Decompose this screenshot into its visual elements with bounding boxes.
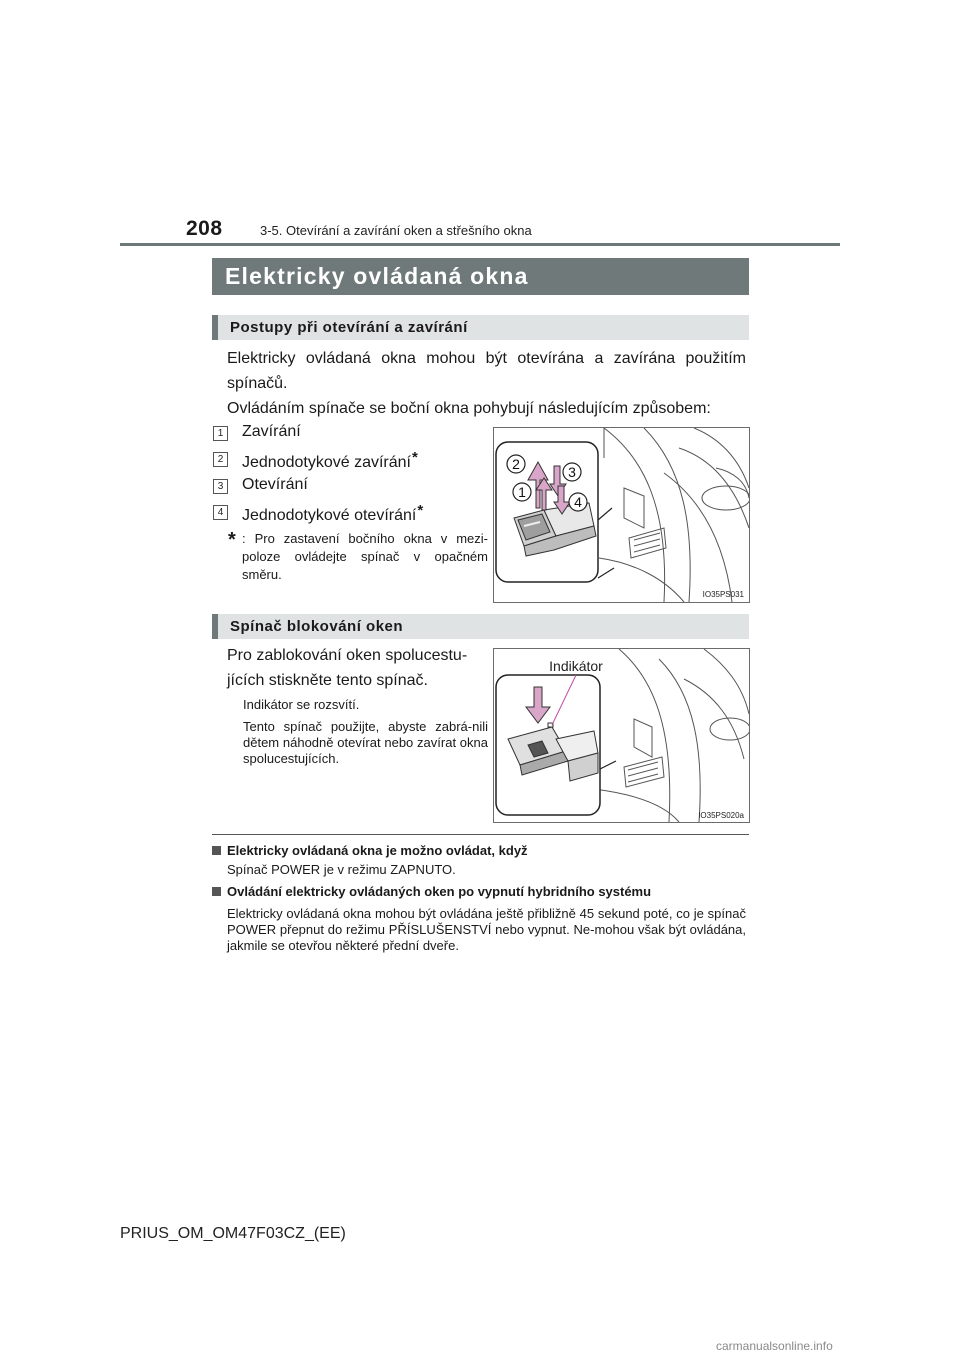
window-switch-illustration [493, 427, 750, 603]
lock-note-indicator: Indikátor se rozsvítí. [243, 697, 360, 712]
step-number-3: 3 [213, 479, 228, 494]
step-4-star: * [417, 502, 424, 519]
footnote-body: Pro zastavení bočního okna v mezi-poloze ovládejte spínač v opačném směru. [242, 531, 488, 582]
step-text-4-label: Jednodotykové otevírání [242, 507, 417, 524]
section-title: Elektricky ovládaná okna [212, 258, 749, 295]
square-bullet-icon [212, 846, 221, 855]
step-number-1: 1 [213, 426, 228, 441]
window-lock-illustration [493, 648, 750, 823]
window-lock-drawing [494, 649, 749, 822]
figure-code-2: IO35PS020a [698, 811, 744, 820]
step-text-4 [242, 502, 423, 525]
note-heading-1-text: Elektricky ovládaná okna je možno ovládat, když [227, 843, 528, 858]
step-number-2: 2 [213, 452, 228, 467]
lock-note-children: Tento spínač použijte, abyste zabrá-nili dětem náhodně otevírat nebo zavírat okna spolucestujících. [243, 719, 488, 766]
step-text-1: Zavírání [242, 423, 301, 440]
notes-separator [212, 834, 749, 835]
footnote-colon: : [242, 531, 246, 546]
callout-1: 1 [518, 484, 526, 500]
note-heading-2 [212, 884, 651, 899]
callout-2: 2 [512, 456, 520, 472]
step-number-4: 4 [213, 505, 228, 520]
note-heading-2-text: Ovládání elektricky ovládaných oken po vypnutí hybridního systému [227, 884, 652, 899]
page-number: 208 [186, 217, 223, 240]
header-rule [120, 243, 840, 246]
figure-code-1: IO35PS031 [702, 590, 744, 599]
footnote-star: * [228, 529, 236, 551]
callout-3: 3 [568, 464, 576, 480]
window-switch-drawing [494, 428, 749, 602]
watermark: carmanualsonline.info [716, 1339, 833, 1353]
note-heading-1 [212, 843, 528, 858]
step-text-2-label: Jednodotykové zavírání [242, 454, 411, 471]
note-body-1: Spínač POWER je v režimu ZAPNUTO. [227, 862, 456, 877]
lead-paragraph: Ovládáním spínače se boční okna pohybují následujícím způsobem: [227, 400, 711, 417]
document-code: PRIUS_OM_OM47F03CZ_(EE) [120, 1225, 346, 1242]
step-2-star: * [412, 449, 418, 466]
indicator-label: Indikátor [549, 658, 603, 674]
note-body-2: Elektricky ovládaná okna mohou být ovládána ještě přibližně 45 sekund poté, co je spínač POWER přepnut do režimu PŘÍSLUŠENSTVÍ nebo vypnut. Ne-mohou však být ovládána, jakmile se otevřou některé přední dveře. [227, 906, 746, 953]
step-text-3: Otevírání [242, 476, 308, 493]
lock-paragraph: Pro zablokování oken spolucestu-jících stiskněte tento spínač. [227, 647, 468, 689]
step-text-2 [242, 449, 418, 472]
square-bullet-icon [212, 887, 221, 896]
callout-4: 4 [574, 494, 582, 510]
running-head: 3-5. Otevírání a zavírání oken a střešního okna [260, 223, 532, 238]
subsection-heading-operation: Postupy při otevírání a zavírání [212, 315, 749, 340]
footnote-text [242, 530, 488, 584]
intro-paragraph: Elektricky ovládaná okna mohou být otevírána a zavírána použitím spínačů. [227, 350, 746, 392]
subsection-heading-lock: Spínač blokování oken [212, 614, 749, 639]
